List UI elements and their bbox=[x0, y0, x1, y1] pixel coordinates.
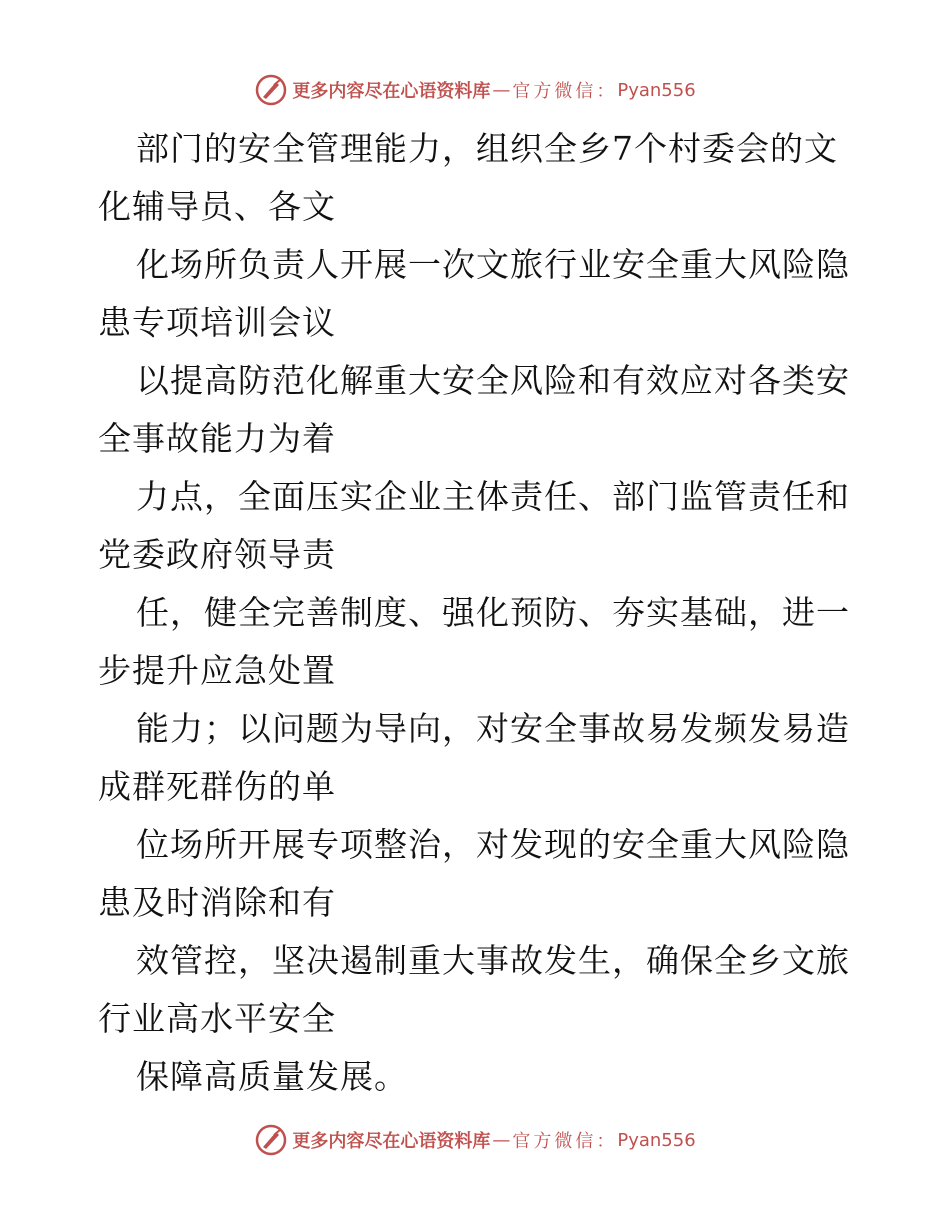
watermark-brand: 更多内容尽在心语资料库 bbox=[292, 1131, 491, 1152]
body-line: 患专项培训会议 bbox=[98, 303, 336, 342]
body-line: 部门的安全管理能力，组织全乡7个村委会的文 bbox=[136, 129, 838, 168]
quill-logo-icon bbox=[254, 1123, 288, 1157]
body-line: 化辅导员、各文 bbox=[98, 187, 336, 226]
body-line: 患及时消除和有 bbox=[98, 883, 336, 922]
footer-watermark bbox=[0, 1120, 950, 1160]
body-line: 效管控，坚决遏制重大事故发生，确保全乡文旅 bbox=[136, 941, 850, 980]
watermark-label: 官方微信： bbox=[512, 1131, 618, 1152]
body-line: 保障高质量发展。 bbox=[136, 1057, 408, 1096]
body-line: 位场所开展专项整治，对发现的安全重大风险隐 bbox=[136, 825, 850, 864]
document-body bbox=[98, 120, 858, 1106]
watermark-wechat-id: Pyan556 bbox=[617, 79, 696, 101]
body-line: 步提升应急处置 bbox=[98, 651, 336, 690]
body-line: 行业高水平安全 bbox=[98, 999, 336, 1038]
body-line: 党委政府领导责 bbox=[98, 535, 336, 574]
quill-logo-icon bbox=[254, 73, 288, 107]
body-line: 全事故能力为着 bbox=[98, 419, 336, 458]
body-line: 成群死群伤的单 bbox=[98, 767, 336, 806]
watermark-label: 官方微信： bbox=[512, 81, 618, 102]
body-line: 以提高防范化解重大安全风险和有效应对各类安 bbox=[136, 361, 850, 400]
body-line: 力点，全面压实企业主体责任、部门监管责任和 bbox=[136, 477, 850, 516]
body-line: 化场所负责人开展一次文旅行业安全重大风险隐 bbox=[136, 245, 850, 284]
watermark-wechat-id: Pyan556 bbox=[617, 1129, 696, 1151]
watermark-brand: 更多内容尽在心语资料库 bbox=[292, 81, 491, 102]
watermark-dash: — bbox=[492, 79, 511, 101]
header-watermark bbox=[0, 70, 950, 110]
body-line: 任，健全完善制度、强化预防、夯实基础，进一 bbox=[136, 593, 850, 632]
watermark-dash: — bbox=[492, 1129, 511, 1151]
body-line: 能力；以问题为导向，对安全事故易发频发易造 bbox=[136, 709, 850, 748]
